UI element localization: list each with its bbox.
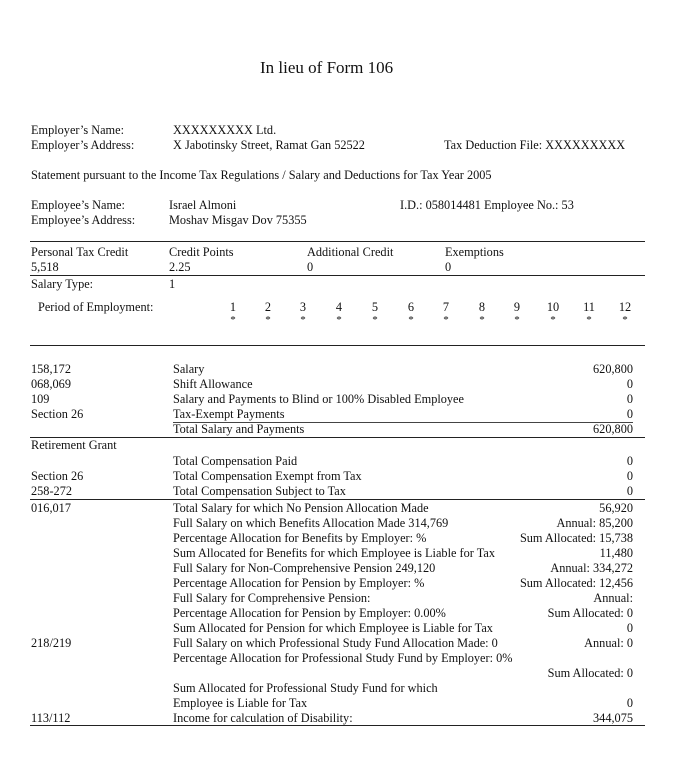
month-marker: * <box>408 314 414 326</box>
row-description: Percentage Allocation for Pension by Employer: 0.00% <box>173 606 446 620</box>
row-description: Total Salary for which No Pension Allocation Made <box>173 501 429 515</box>
divider <box>30 725 645 726</box>
row-amount: 0 <box>626 696 633 710</box>
row-description: Total Compensation Subject to Tax <box>173 484 346 498</box>
credits-value-exemptions: 0 <box>445 260 452 274</box>
row-description: Full Salary on which Professional Study Fund Allocation Made: 0 <box>173 636 498 650</box>
month-number: 3 <box>299 300 307 314</box>
row-code: Section 26 <box>31 407 84 421</box>
divider <box>173 422 633 423</box>
month-number: 2 <box>264 300 272 314</box>
row-amount: Sum Allocated: 0 <box>547 606 633 620</box>
row-code: Section 26 <box>31 469 84 483</box>
month-marker: * <box>230 314 236 326</box>
credits-header-additional: Additional Credit <box>307 245 394 259</box>
row-description: Salary <box>173 362 205 376</box>
employer-name-label: Employer’s Name: <box>31 123 125 137</box>
month-number: 10 <box>546 300 560 314</box>
month-number: 8 <box>478 300 486 314</box>
row-description: Tax-Exempt Payments <box>173 407 285 421</box>
row-code: 016,017 <box>31 501 71 515</box>
month-number: 6 <box>407 300 415 314</box>
row-code: 109 <box>31 392 50 406</box>
employer-name: XXXXXXXXX Ltd. <box>173 123 277 137</box>
row-description: Salary and Payments to Blind or 100% Disabled Employee <box>173 392 464 406</box>
month-number: 9 <box>513 300 521 314</box>
month-marker: * <box>300 314 306 326</box>
tax-deduction-file: Tax Deduction File: XXXXXXXXX <box>444 138 626 152</box>
row-amount: Sum Allocated: 0 <box>547 666 633 680</box>
row-description: Full Salary on which Benefits Allocation Made 314,769 <box>173 516 449 530</box>
month-marker: * <box>479 314 485 326</box>
month-marker: * <box>622 314 628 326</box>
period-label: Period of Employment: <box>38 300 154 314</box>
row-amount: 0 <box>626 621 633 635</box>
row-amount: Annual: 0 <box>584 636 633 650</box>
row-description: Total Compensation Paid <box>173 454 298 468</box>
row-description: Employee is Liable for Tax <box>173 696 308 710</box>
employee-name-label: Employee’s Name: <box>31 198 125 212</box>
row-description: Percentage Allocation for Pension by Employer: % <box>173 576 425 590</box>
row-description: Total Compensation Exempt from Tax <box>173 469 362 483</box>
month-number: 12 <box>618 300 632 314</box>
row-description: Sum Allocated for Benefits for which Employee is Liable for Tax <box>173 546 495 560</box>
employee-name: Israel Almoni <box>169 198 237 212</box>
employee-address-label: Employee’s Address: <box>31 213 136 227</box>
month-marker: * <box>514 314 520 326</box>
month-marker: * <box>372 314 378 326</box>
row-description: Total Salary and Payments <box>173 422 305 436</box>
row-amount: 0 <box>626 392 633 406</box>
divider <box>30 241 645 242</box>
salary-type-value: 1 <box>169 277 176 291</box>
month-marker: * <box>586 314 592 326</box>
row-description: Full Salary for Non-Comprehensive Pension 249,120 <box>173 561 436 575</box>
credits-value-points: 2.25 <box>169 260 191 274</box>
row-amount: Annual: 85,200 <box>556 516 633 530</box>
row-amount: 620,800 <box>593 362 633 376</box>
credits-header-exemptions: Exemptions <box>445 245 504 259</box>
salary-type-label: Salary Type: <box>31 277 94 291</box>
row-amount: Sum Allocated: 12,456 <box>519 576 633 590</box>
statement-text: Statement pursuant to the Income Tax Regulations / Salary and Deductions for Tax Year 2005 <box>31 168 492 182</box>
page-title: In lieu of Form 106 <box>260 58 394 77</box>
row-code: 068,069 <box>31 377 71 391</box>
month-marker: * <box>550 314 556 326</box>
credits-header-points: Credit Points <box>169 245 234 259</box>
credits-header-personal: Personal Tax Credit <box>31 245 129 259</box>
row-amount: 0 <box>626 484 633 498</box>
row-code: 158,172 <box>31 362 71 376</box>
row-description: Income for calculation of Disability: <box>173 711 353 725</box>
month-marker: * <box>265 314 271 326</box>
row-description: Percentage Allocation for Professional Study Fund by Employer: 0% <box>173 651 513 665</box>
row-description: Shift Allowance <box>173 377 253 391</box>
divider <box>30 437 645 438</box>
row-amount: 620,800 <box>593 422 633 436</box>
employer-address-label: Employer’s Address: <box>31 138 135 152</box>
row-amount: Annual: <box>593 591 633 605</box>
employee-id-line: I.D.: 058014481 Employee No.: 53 <box>400 198 574 212</box>
row-amount: Sum Allocated: 15,738 <box>519 531 633 545</box>
row-amount: Annual: 334,272 <box>550 561 633 575</box>
row-amount: 11,480 <box>599 546 633 560</box>
month-marker: * <box>336 314 342 326</box>
month-number: 4 <box>335 300 343 314</box>
row-amount: 344,075 <box>593 711 633 725</box>
row-description: Sum Allocated for Professional Study Fund for which <box>173 681 438 695</box>
row-description: Percentage Allocation for Benefits by Employer: % <box>173 531 427 545</box>
credits-value-additional: 0 <box>307 260 314 274</box>
row-amount: 0 <box>626 469 633 483</box>
month-number: 5 <box>371 300 379 314</box>
row-description: Sum Allocated for Pension for which Employee is Liable for Tax <box>173 621 493 635</box>
credits-value-personal: 5,518 <box>31 260 59 274</box>
row-amount: 0 <box>626 407 633 421</box>
month-number: 7 <box>442 300 450 314</box>
row-code: 113/112 <box>31 711 71 725</box>
divider <box>30 345 645 346</box>
row-code: 258-272 <box>31 484 72 498</box>
row-code: 218/219 <box>31 636 72 650</box>
divider <box>30 275 645 276</box>
divider <box>30 499 645 500</box>
row-amount: 0 <box>626 377 633 391</box>
retirement-grant-label: Retirement Grant <box>31 438 117 452</box>
employee-address: Moshav Misgav Dov 75355 <box>169 213 307 227</box>
row-amount: 0 <box>626 454 633 468</box>
employer-address: X Jabotinsky Street, Ramat Gan 52522 <box>173 138 365 152</box>
row-amount: 56,920 <box>599 501 633 515</box>
row-description: Full Salary for Comprehensive Pension: <box>173 591 371 605</box>
month-number: 11 <box>583 300 595 314</box>
month-number: 1 <box>229 300 237 314</box>
month-marker: * <box>443 314 449 326</box>
